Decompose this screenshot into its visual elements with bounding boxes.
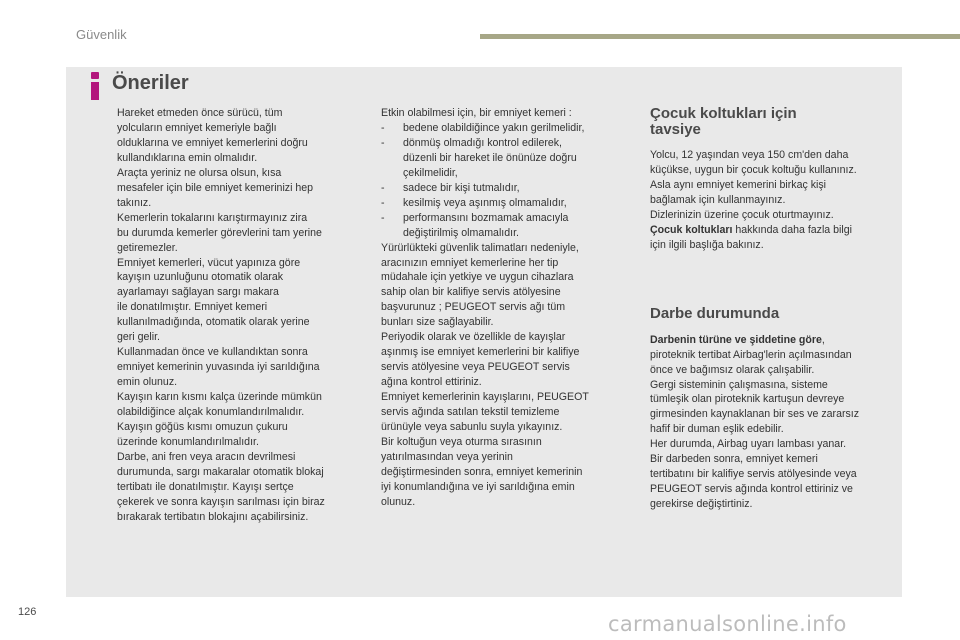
list-item-text: dönmüş olmadığı kontrol edilerek, düzenli bir hareket ile önünüze doğru çekilmelidir,: [403, 136, 577, 179]
crash-heading: Darbe durumunda: [650, 304, 780, 322]
section-title: Güvenlik: [76, 27, 127, 42]
list-item: [381, 121, 631, 136]
seatbelt-guidance-text: Hareket etmeden önce sürücü, tüm yolcuların emniyet kemeriyle bağlı olduklarına ve emniyet kemerlerini doğru kullandıklarına emin olmalıdır. Araçta yeriniz ne olursa olsun, kısa mesafeler için bile emniyet kemerinizi hep takınız. Kemerlerin tokalarını karıştırmayınız zira bu durumda kemerler görevlerini tam yerine getiremezler. Emniyet kemerleri, vücut yapınıza göre kayışın uzunluğunu otomatik olarak ayarlamayı sağlayan sargı makara ile donatılmıştır. Emniyet kemeri kullanılmadığında, otomatik olarak yerine geri gelir. Kullanmadan önce ve kullandıktan sonra emniyet kemerinin yuvasında iyi sarıldığına emin olunuz. Kayışın karın kısmı kalça üzerinde mümkün olabildiğince alçak konumlandırılmalıdır. Kayışın göğüs kısmı omuzun çukuru üzerinde konumlandırılmalıdır. Darbe, ani fren veya aracın devrilmesi durumunda, sargı makaralar otomatik blokaj tertibatı ile donatılmıştır. Kayışı sertçe çekerek ve sonra kayışın sarılması için biraz bırakarak tertibatın blokajını açabilirsiniz.: [117, 107, 325, 523]
column-left: [117, 106, 357, 525]
list-item-text: sadece bir kişi tutmalıdır,: [403, 181, 520, 194]
dash-marker: -: [381, 136, 385, 149]
info-icon-stem: [91, 82, 99, 100]
maintenance-text: Yürürlükteki güvenlik talimatları nedeniyle, aracınızın emniyet kemerlerine her tip müdahale için yetkiye ve uygun cihazlara sahip olan bir kalifiye servis atölyesine başvurunuz ; PEUGEOT servis ağı tüm bunları size sağlayabilir. Periyodik olarak ve özellikle de kayışlar aşınmış ise emniyet kemerlerini bir kalifiye servis atölyesine veya PEUGEOT servis ağına kontrol ettiriniz. Emniyet kemerlerinin kayışlarını, PEUGEOT servis ağında satılan tekstil temizleme ürünüyle veya sabunlu suyla yıkayınız. Bir koltuğun veya oturma sırasının yatırılmasından veya yerinin değiştirmesinden sonra, emniyet kemerinin iyi konumlandığına ve iyi sarıldığına emin olunuz.: [381, 241, 589, 508]
child-seat-reference: [650, 223, 900, 253]
dash-marker: -: [381, 196, 385, 209]
crash-text-rest: , piroteknik tertibat Airbag'lerin açılmasından önce ve bağımsız olarak çalışabilir. Gergi sisteminin çalışmasına, sisteme tümleşik olan piroteknik kartuşun devreye girmesinden kaynaklanan bir ses ve zararsız hafif bir duman eşlik edebilir. Her durumda, Airbag uyarı lambası yanar. Bir darbeden sonra, emniyet kemeri tertibatını bir kalifiye servis atölyesinde veya PEUGEOT servis ağında kontrol ettiriniz ve gerekirse değiştirtiniz.: [650, 333, 860, 511]
crash-text-bold: Darbenin türüne ve şiddetine göre: [650, 333, 822, 346]
list-item-text: bedene olabildiğince yakın gerilmelidir,: [403, 121, 585, 134]
child-seat-text: Yolcu, 12 yaşından veya 150 cm'den daha küçükse, uygun bir çocuk koltuğu kullanınız. Asla aynı emniyet kemerini birkaç kişi bağlamak için kullanmayınız. Dizlerinizin üzerine çocuk oturtmayınız.: [650, 149, 857, 221]
child-seat-heading: Çocuk koltukları için tavsiye: [650, 105, 797, 138]
column-right: [650, 106, 900, 512]
list-item: [381, 196, 631, 211]
page-number: 126: [18, 606, 37, 618]
dash-marker: -: [381, 181, 385, 194]
child-seat-reference-bold: Çocuk koltukları: [650, 223, 733, 236]
info-icon: [86, 72, 104, 100]
list-item: [381, 211, 631, 241]
watermark: carmanualsonline.info: [608, 612, 847, 636]
effectiveness-intro: Etkin olabilmesi için, bir emniyet kemeri :: [381, 107, 572, 119]
header-accent-bar: [480, 34, 960, 39]
dash-marker: -: [381, 211, 385, 224]
list-item: [381, 181, 631, 196]
crash-text: [650, 333, 900, 512]
list-item-text: performansını bozmamak amacıyla değiştirilmiş olmamalıdır.: [403, 211, 569, 239]
child-seat-reference-rest: hakkında daha fazla bilgi için ilgili başlığa bakınız.: [650, 223, 852, 251]
list-item-text: kesilmiş veya aşınmış olmamalıdır,: [403, 196, 567, 209]
column-middle: [381, 106, 631, 510]
panel-title: Öneriler: [112, 72, 189, 94]
dash-marker: -: [381, 121, 385, 134]
list-item: [381, 136, 631, 181]
info-icon-dot: [91, 72, 99, 79]
